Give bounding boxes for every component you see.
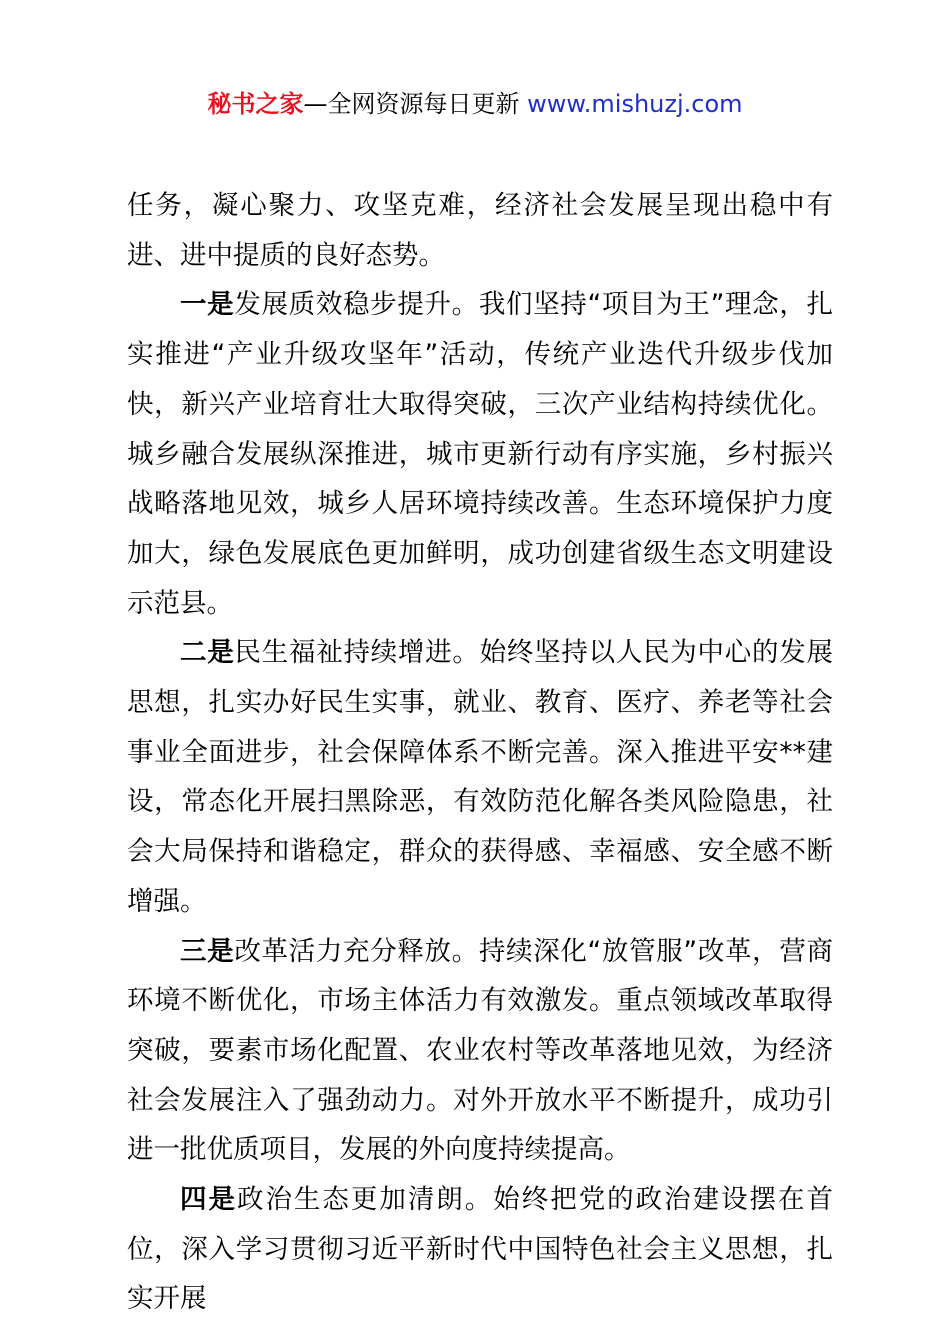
paragraph-continuation [127, 181, 833, 280]
paragraph-text: 任务，凝心聚力、攻坚克难，经济社会发展呈现出稳中有进、进中提质的良好态势。 [127, 190, 833, 271]
paragraph-lead: 四是 [180, 1184, 237, 1216]
document-body [127, 181, 833, 1324]
paragraph-point-3 [127, 927, 833, 1176]
page-header [0, 86, 950, 122]
paragraph-text: 发展质效稳步提升。我们坚持“项目为王”理念，扎实推进“产业升级攻坚年”活动，传统产业迭代升级步伐加快，新兴产业培育壮大取得突破，三次产业结构持续优化。城乡融合发展纵深推进，城市更新行动有序实施，乡村振兴战略落地见效，城乡人居环境持续改善。生态环境保护力度加大，绿色发展底色更加鲜明，成功创建省级生态文明建设示范县。 [127, 289, 833, 619]
paragraph-lead: 二是 [180, 637, 235, 669]
paragraph-text: 政治生态更加清朗。始终把党的政治建设摆在首位，深入学习贯彻习近平新时代中国特色社会主义思想，扎实开展 [127, 1184, 834, 1315]
header-slogan: —全网资源每日更新 [303, 90, 528, 118]
paragraph-point-4 [127, 1175, 833, 1324]
paragraph-point-2 [127, 628, 833, 926]
paragraph-text: 民生福祉持续增进。始终坚持以人民为中心的发展思想，扎实办好民生实事，就业、教育、医疗、养老等社会事业全面进步，社会保障体系不断完善。深入推进平安**建设，常态化开展扫黑除恶，有效防范化解各类风险隐患，社会大局保持和谐稳定，群众的获得感、幸福感、安全感不断增强。 [127, 637, 834, 917]
paragraph-point-1 [127, 280, 833, 628]
paragraph-lead: 一是 [180, 289, 235, 321]
paragraph-text: 改革活力充分释放。持续深化“放管服”改革，营商环境不断优化，市场主体活力有效激发。重点领域改革取得突破，要素市场化配置、农业农村等改革落地见效，为经济社会发展注入了强劲动力。对外开放水平不断提升，成功引进一批优质项目，发展的外向度持续提高。 [127, 935, 833, 1166]
header-brand: 秘书之家 [207, 90, 304, 118]
paragraph-lead: 三是 [180, 935, 235, 967]
header-site-link[interactable]: www.mishuzj.com [527, 90, 743, 118]
